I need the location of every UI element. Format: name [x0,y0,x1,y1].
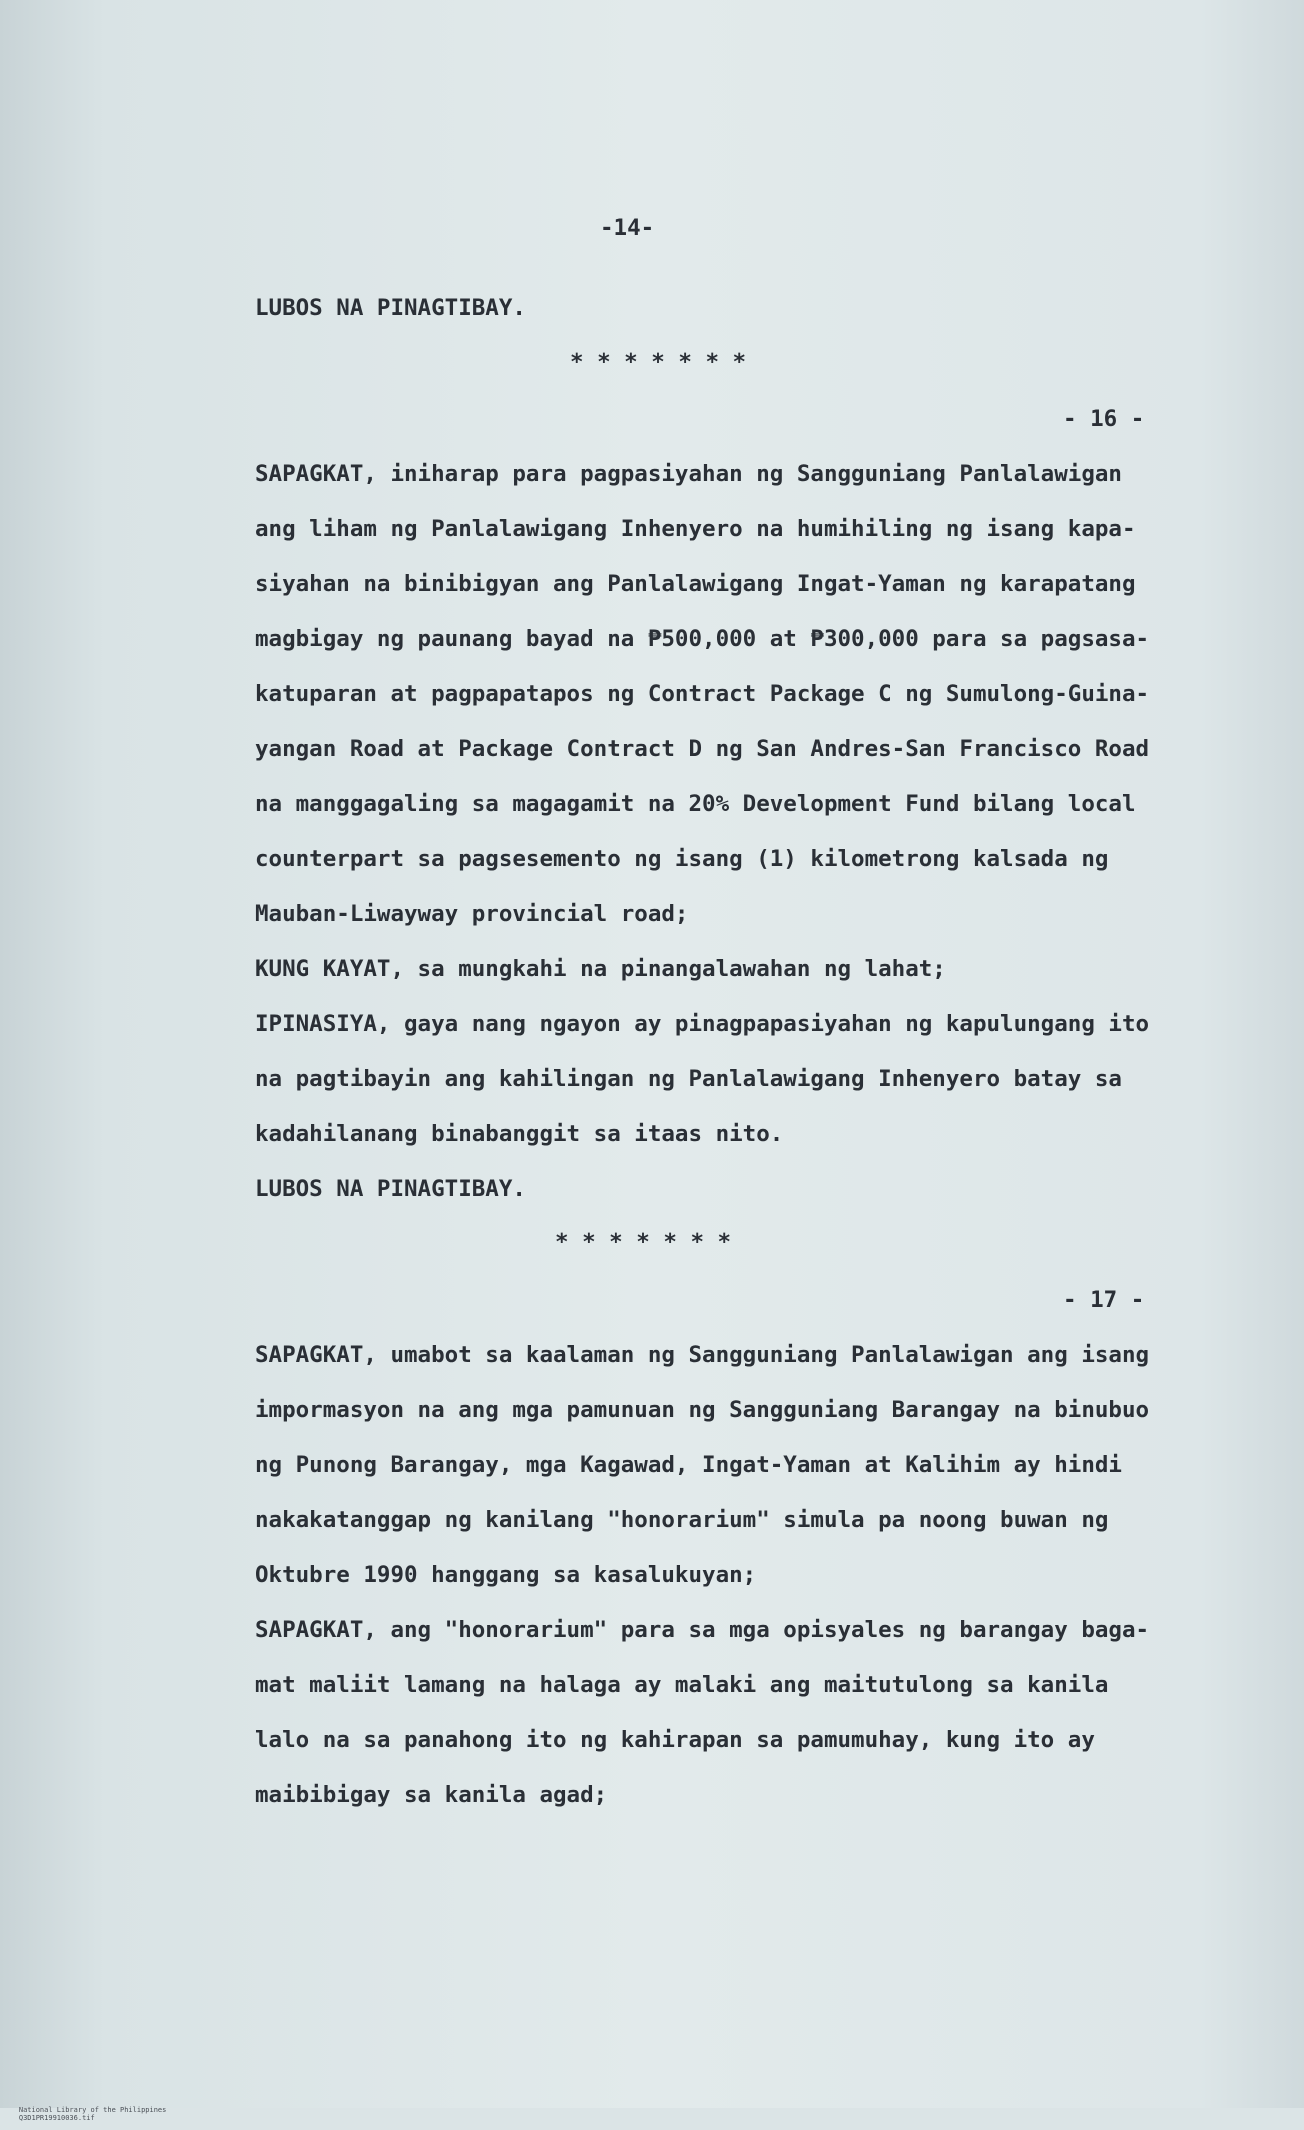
block16-number: - 16 - [1063,406,1145,432]
block17-line: ng Punong Barangay, mga Kagawad, Ingat-Yaman at Kalihim ay hindi [255,1452,1122,1478]
block17-line: SAPAGKAT, ang "honorarium" para sa mga opisyales ng barangay baga- [255,1617,1150,1643]
page-number: -14- [600,215,655,241]
block16-line: kadahilanang binabanggit sa itaas nito. [255,1121,784,1147]
block16-line: Mauban-Liwayway provincial road; [255,901,689,927]
block14-separator: * * * * * * * [570,349,747,375]
block16-line: magbigay ng paunang bayad na ₱500,000 at ₱300,000 para sa pagsasa- [255,626,1150,652]
block16-line: na pagtibayin ang kahilingan ng Panlalawigang Inhenyero batay sa [255,1066,1122,1092]
block17-line: maibibigay sa kanila agad; [255,1782,608,1808]
block16-line: na manggagaling sa magagamit na 20% Development Fund bilang local [255,791,1136,817]
block16-line: ang liham ng Panlalawigang Inhenyero na humihiling ng isang kapa- [255,516,1136,542]
block17-line: lalo na sa panahong ito ng kahirapan sa pamumuhay, kung ito ay [255,1727,1095,1753]
block16-line: katuparan at pagpapatapos ng Contract Package C ng Sumulong-Guina- [255,681,1150,707]
block17-line: Oktubre 1990 hanggang sa kasalukuyan; [255,1562,757,1588]
block17-line: impormasyon na ang mga pamunuan ng Sangguniang Barangay na binubuo [255,1397,1150,1423]
block17-number: - 17 - [1063,1287,1145,1313]
block16-line: SAPAGKAT, iniharap para pagpasiyahan ng Sangguniang Panlalawigan [255,461,1122,487]
scan-footer [2,2098,190,2130]
block16-line: KUNG KAYAT, sa mungkahi na pinangalawahan ng lahat; [255,956,946,982]
block17-line: mat maliit lamang na halaga ay malaki ang maitutulong sa kanila [255,1672,1109,1698]
footer-file-id: Q3D1PR19910036.tif [18,2114,95,2122]
block16-line: yangan Road at Package Contract D ng San Andres-San Francisco Road [255,736,1150,762]
block16-line: counterpart sa pagsesemento ng isang (1) kilometrong kalsada ng [255,846,1109,872]
block14-closing: LUBOS NA PINAGTIBAY. [255,295,526,321]
block16-closing: LUBOS NA PINAGTIBAY. [255,1176,526,1202]
footer-library: National Library of the Philippines [18,2106,167,2114]
block17-line: SAPAGKAT, umabot sa kaalaman ng Sangguniang Panlalawigan ang isang [255,1342,1150,1368]
block16-line: siyahan na binibigyan ang Panlalawigang Ingat-Yaman ng karapatang [255,571,1136,597]
block16-line: IPINASIYA, gaya nang ngayon ay pinagpapasiyahan ng kapulungang ito [255,1011,1150,1037]
block16-separator: * * * * * * * [555,1229,732,1255]
block17-line: nakakatanggap ng kanilang "honorarium" simula pa noong buwan ng [255,1507,1109,1533]
